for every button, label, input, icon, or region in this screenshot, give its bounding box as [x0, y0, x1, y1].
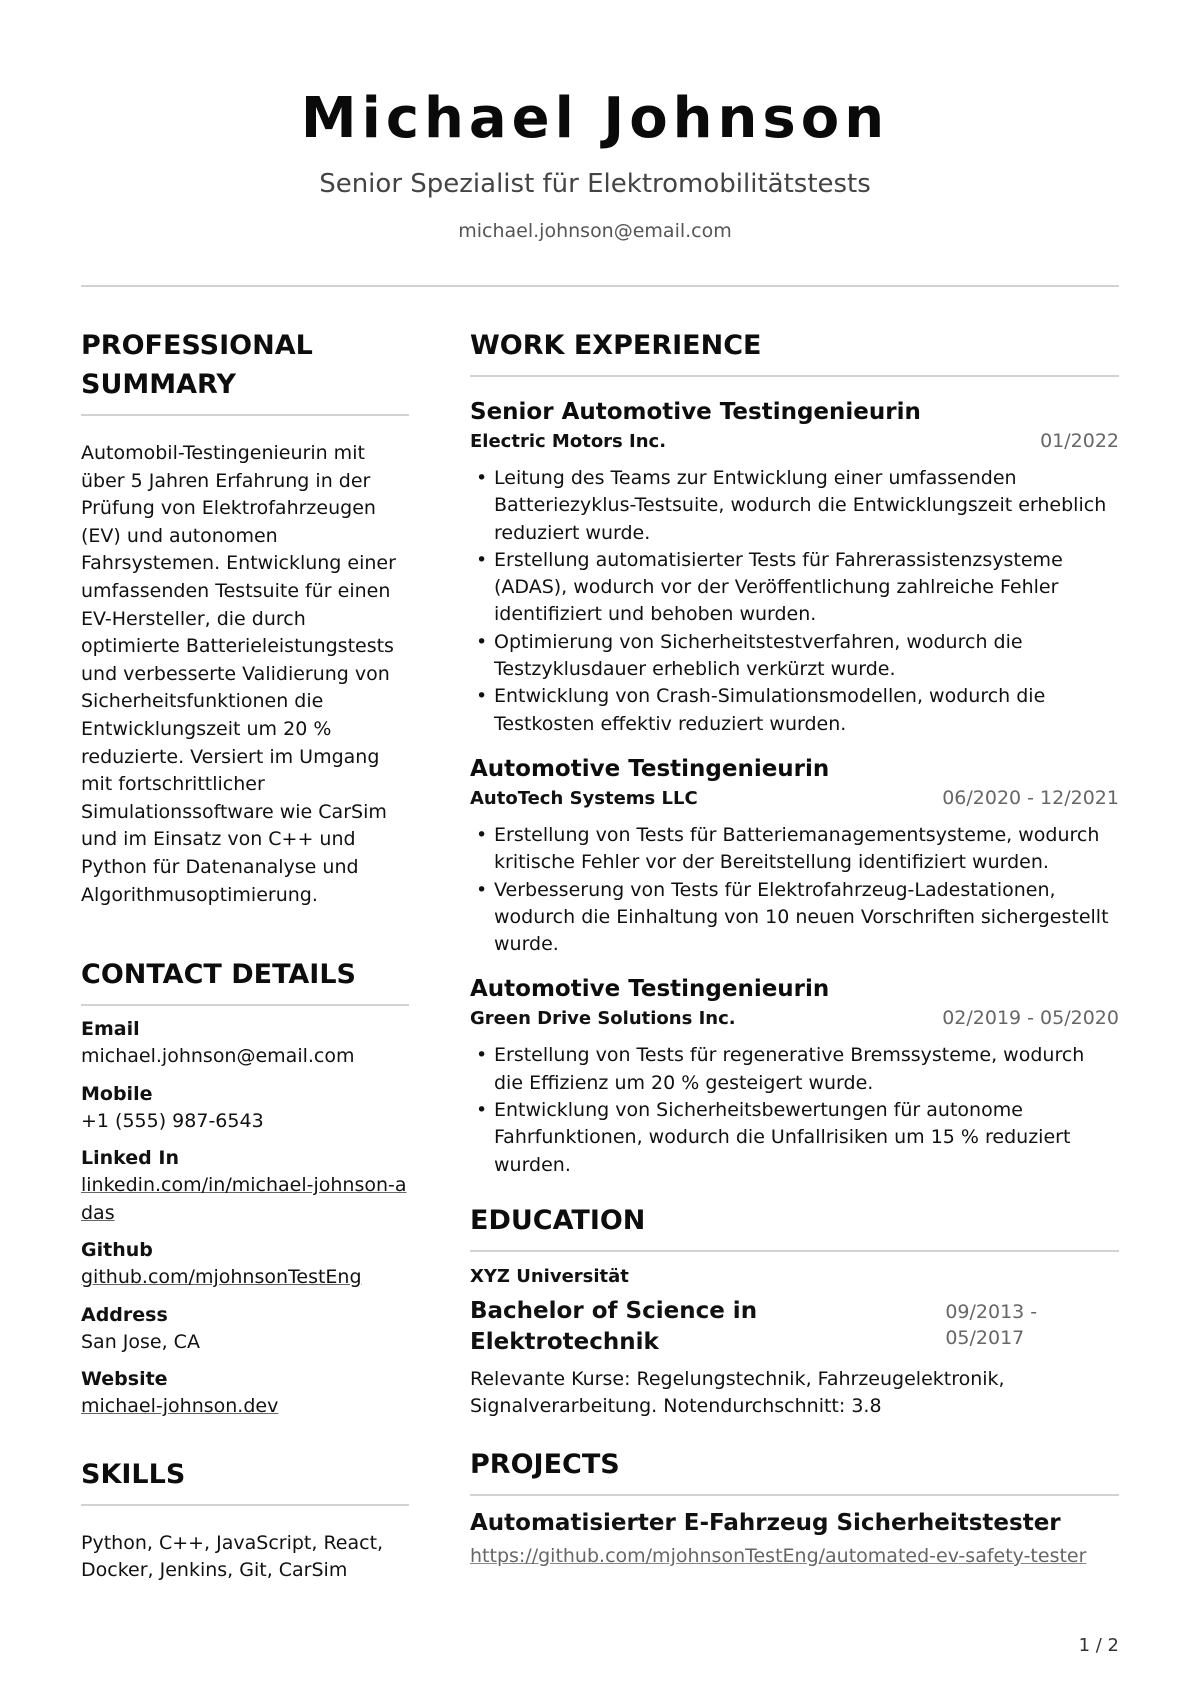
page-number: 1 / 2 — [1078, 1635, 1119, 1656]
job-bullet: • Erstellung automatisierter Tests für Fahrerassistenzsysteme (ADAS), wodurch vor der Veröffentlichung zahlreiche Fehler identifiziert und behoben wurden. — [470, 547, 1119, 629]
section-divider — [470, 375, 1119, 377]
contact-link-linkedin[interactable]: linkedin.com/in/michael-johnson-adas — [81, 1174, 407, 1224]
contact-label-linkedin: Linked In — [81, 1147, 179, 1170]
summary-section — [81, 326, 409, 909]
contact-heading: CONTACT DETAILS — [81, 959, 356, 991]
job-bullets — [470, 822, 1119, 958]
contact-label-address: Address — [81, 1303, 168, 1326]
contact-value-mobile[interactable]: +1 (555) 987-6543 — [81, 1109, 264, 1132]
summary-text: Automobil-Testingenieurin mit über 5 Jahren Erfahrung in der Prüfung von Elektrofahrzeugen (EV) und autonomen Fahrsystemen. Entwicklung einer umfassenden Testsuite für einen EV-Hersteller, die durch optimierte Batterieleistungstests und verbesserte Validierung von Sicherheitsfunktionen die Entwicklungszeit um 20 % reduzierte. Versiert im Umgang mit fortschrittlicher Simulationssoftware wie CarSim und im Einsatz von C++ und Python für Datenanalyse und Algorithmusoptimierung. — [81, 442, 396, 906]
job-title: Automotive Testingenieurin — [470, 755, 830, 782]
job-company: AutoTech Systems LLC — [470, 787, 698, 809]
job-bullet: • Entwicklung von Sicherheitsbewertungen für autonome Fahrfunktionen, wodurch die Unfallrisiken um 15 % reduziert wurden. — [470, 1097, 1119, 1179]
contact-label-mobile: Mobile — [81, 1082, 153, 1105]
contact-value-address: San Jose, CA — [81, 1330, 200, 1353]
job-bullet: • Optimierung von Sicherheitstestverfahren, wodurch die Testzyklusdauer erheblich verkürzt wurde. — [470, 629, 1119, 684]
candidate-name: Michael Johnson — [300, 86, 890, 151]
project-link[interactable]: https://github.com/mjohnsonTestEng/automated-ev-safety-tester — [470, 1544, 1087, 1567]
candidate-title: Senior Spezialist für Elektromobilitätstests — [319, 169, 871, 199]
work-section — [470, 326, 1119, 1179]
job-bullet: • Entwicklung von Crash-Simulationsmodellen, wodurch die Testkosten effektiv reduziert wurden. — [470, 683, 1119, 738]
job-dates: 01/2022 — [1040, 430, 1119, 452]
skills-text: Python, C++, JavaScript, React, Docker, Jenkins, Git, CarSim — [81, 1531, 384, 1582]
job-entry — [470, 397, 1119, 738]
contact-label-website: Website — [81, 1368, 168, 1391]
section-divider — [81, 414, 409, 416]
left-column — [81, 326, 409, 1585]
job-dates: 06/2020 - 12/2021 — [942, 786, 1119, 809]
projects-section — [470, 1445, 1119, 1570]
job-bullet: • Erstellung von Tests für Batteriemanagementsysteme, wodurch kritische Fehler vor der Bereitstellung identifiziert wurden. — [470, 822, 1119, 877]
education-heading: EDUCATION — [470, 1204, 646, 1236]
job-bullet: • Erstellung von Tests für regenerative Bremssysteme, wodurch die Effizienz um 20 % gesteigert wurde. — [470, 1042, 1119, 1097]
job-bullet: • Verbesserung von Tests für Elektrofahrzeug-Ladestationen, wodurch die Einhaltung von 10 neuen Vorschriften sichergestellt wurde. — [470, 877, 1119, 959]
work-heading: WORK EXPERIENCE — [470, 330, 762, 361]
job-bullets — [470, 465, 1119, 738]
contact-label-github: Github — [81, 1239, 153, 1262]
job-bullet: • Leitung des Teams zur Entwicklung einer umfassenden Batteriezyklus-Testsuite, wodurch die Entwicklungszeit erheblich reduziert wurde. — [470, 465, 1119, 547]
header-email[interactable]: michael.johnson@email.com — [458, 220, 732, 242]
contact-link-website[interactable]: michael-johnson.dev — [81, 1395, 279, 1418]
project-title: Automatisierter E-Fahrzeug Sicherheitstester — [470, 1509, 1061, 1536]
section-divider — [470, 1250, 1119, 1252]
resume-header — [0, 84, 1190, 244]
contact-label-email: Email — [81, 1018, 140, 1041]
skills-section — [81, 1455, 409, 1585]
contact-section — [81, 955, 409, 1421]
job-title: Automotive Testingenieurin — [470, 976, 830, 1003]
skills-heading: SKILLS — [81, 1458, 186, 1490]
education-section — [470, 1201, 1119, 1421]
job-company: Green Drive Solutions Inc. — [470, 1008, 736, 1030]
summary-heading: PROFESSIONAL SUMMARY — [81, 330, 313, 400]
education-courses: Relevante Kurse: Regelungstechnik, Fahrzeugelektronik, Signalverarbeitung. Notendurchschnitt: 3.8 — [470, 1367, 1005, 1418]
education-school: XYZ Universität — [470, 1265, 629, 1287]
job-bullets — [470, 1042, 1119, 1178]
projects-heading: PROJECTS — [470, 1448, 620, 1480]
job-company: Electric Motors Inc. — [470, 431, 667, 452]
section-divider — [470, 1494, 1119, 1496]
section-divider — [81, 1004, 409, 1006]
contact-link-github[interactable]: github.com/mjohnsonTestEng — [81, 1266, 362, 1289]
job-dates: 02/2019 - 05/2020 — [942, 1007, 1119, 1030]
right-column — [470, 326, 1119, 1570]
section-divider — [81, 1504, 409, 1506]
job-entry — [470, 974, 1119, 1178]
education-dates: 09/2013 - 05/2017 — [945, 1300, 1038, 1349]
job-entry — [470, 754, 1119, 958]
job-title: Senior Automotive Testingenieurin — [470, 399, 921, 425]
education-degree: Bachelor of Science in Elektrotechnik — [470, 1297, 758, 1355]
contact-value-email[interactable]: michael.johnson@email.com — [81, 1045, 355, 1068]
header-divider — [81, 285, 1119, 287]
